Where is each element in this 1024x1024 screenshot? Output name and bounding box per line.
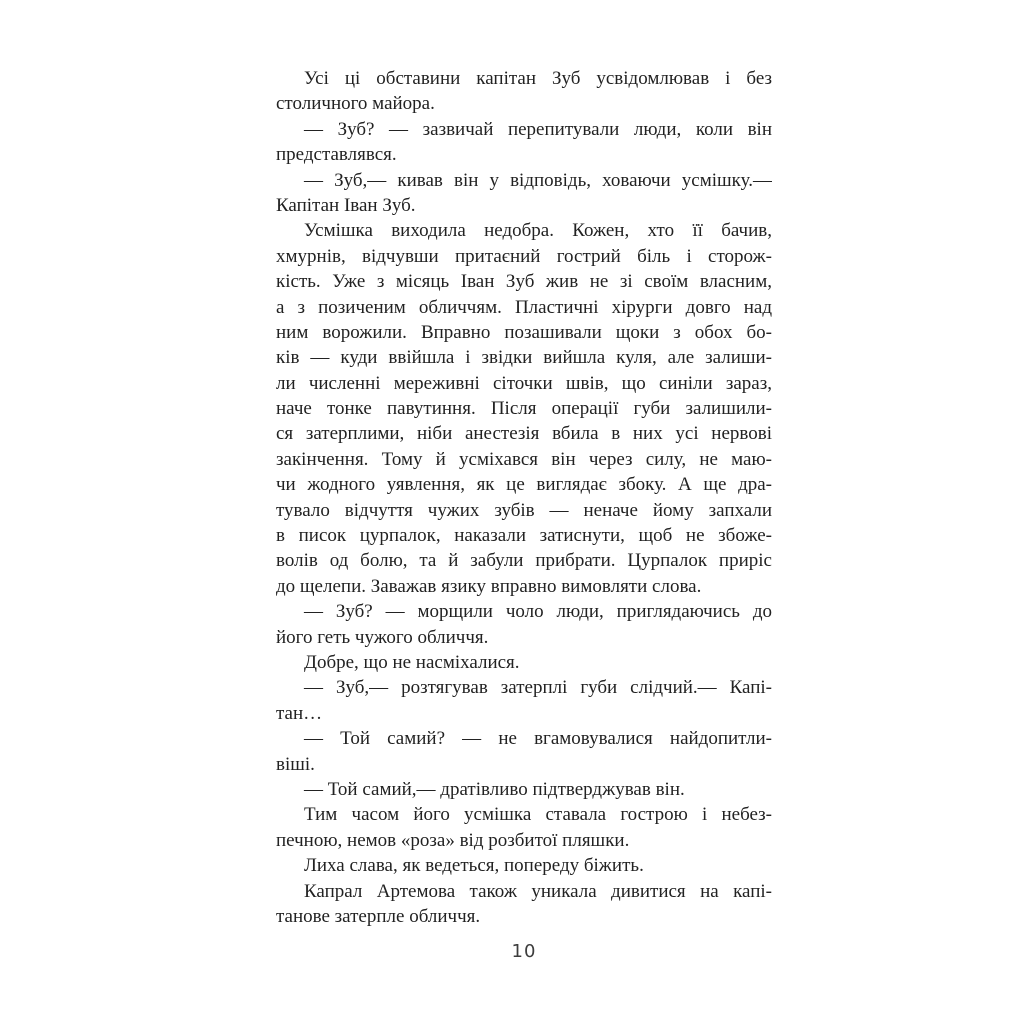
text-line: волів од болю, та й забули прибрати. Цурпалок приріс bbox=[276, 550, 772, 572]
text-line: його геть чужого обличчя. bbox=[276, 626, 489, 648]
text-line: — Зуб,— кивав він у відповідь, ховаючи усмішку.— bbox=[304, 169, 772, 191]
text-line: Усмішка виходила недобра. Кожен, хто її бачив, bbox=[304, 220, 772, 242]
text-line: Тим часом його усмішка ставала гострою і небез- bbox=[304, 804, 772, 826]
text-line: — Той самий,— дратівливо підтверджував він. bbox=[304, 778, 685, 800]
text-line: закінчення. Тому й усміхався він через силу, не маю- bbox=[276, 448, 772, 470]
text-line: танове затерпле обличчя. bbox=[276, 905, 481, 927]
text-line: — Зуб,— розтягував затерплі губи слідчий.— Капі- bbox=[304, 677, 772, 699]
text-line: хмурнів, відчувши притаєний гострий біль і сторож- bbox=[276, 245, 772, 267]
text-line: віші. bbox=[276, 753, 315, 775]
text-line: Лиха слава, як ведеться, попереду біжить. bbox=[304, 855, 644, 877]
text-line: в писок цурпалок, наказали затиснути, щоб не збоже- bbox=[276, 525, 772, 547]
text-line: печною, немов «роза» від розбитої пляшки. bbox=[276, 829, 630, 851]
text-line: столичного майора. bbox=[276, 93, 435, 115]
text-line: а з позиченим обличчям. Пластичні хірурги довго над bbox=[276, 296, 772, 318]
text-line: Добре, що не насміхалися. bbox=[304, 651, 520, 673]
text-line: ся затерплими, ніби анестезія вбила в них усі нервові bbox=[276, 423, 772, 445]
text-line: кість. Уже з місяць Іван Зуб жив не зі своїм власним, bbox=[276, 271, 772, 293]
text-line: Капрал Артемова також уникала дивитися на капі- bbox=[304, 880, 772, 902]
text-line: чи жодного уявлення, як це виглядає збоку. А ще дра- bbox=[276, 474, 772, 496]
page-number: 10 bbox=[511, 941, 537, 962]
text-line: — Зуб? — зазвичай перепитували люди, коли він bbox=[304, 118, 772, 140]
text-line: тан… bbox=[276, 702, 323, 724]
text-line: представлявся. bbox=[276, 144, 397, 166]
text-line: ків — куди ввійшла і звідки вийшла куля, але залиши- bbox=[276, 347, 772, 369]
text-line: тувало відчуття чужих зубів — неначе йому запхали bbox=[276, 499, 772, 521]
text-line: — Зуб? — морщили чоло люди, приглядаючись до bbox=[304, 601, 772, 623]
text-line: ним ворожили. Вправно позашивали щоки з обох бо- bbox=[276, 321, 772, 343]
text-line: Усі ці обставини капітан Зуб усвідомлював і без bbox=[304, 68, 772, 89]
text-line: Капітан Іван Зуб. bbox=[276, 194, 416, 216]
text-line: ли численні мереживні сіточки швів, що синіли зараз, bbox=[276, 372, 772, 394]
page-text-block bbox=[276, 66, 772, 929]
text-line: наче тонке павутиння. Після операції губи залишили- bbox=[276, 398, 772, 420]
text-line: до щелепи. Заважав язику вправно вимовляти слова. bbox=[276, 575, 702, 597]
text-line: — Той самий? — не вгамовувалися найдопитли- bbox=[304, 728, 772, 750]
